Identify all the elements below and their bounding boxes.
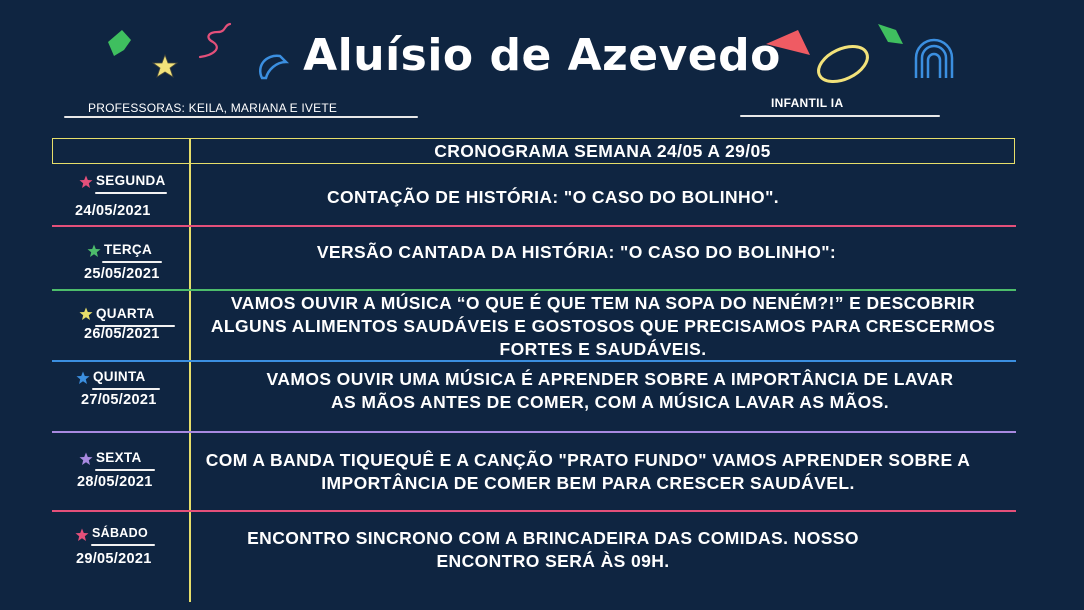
- day-date: 27/05/2021: [81, 392, 157, 408]
- teachers-underline: [64, 116, 418, 118]
- day-underline: [92, 388, 160, 390]
- blue-star-icon: [76, 371, 90, 385]
- day-name: TERÇA: [104, 242, 152, 257]
- pink-star-icon: [79, 175, 93, 189]
- activity-text: VERSÃO CANTADA DA HISTÓRIA: "O CASO DO BOLINHO":: [316, 242, 837, 262]
- day-underline: [95, 469, 155, 471]
- day-underline: [95, 192, 167, 194]
- day-date: 29/05/2021: [76, 551, 152, 567]
- row-divider: [52, 289, 1016, 291]
- row-divider: [52, 510, 1016, 512]
- teachers-label: PROFESSORAS: KEILA, MARIANA E IVETE: [88, 101, 338, 115]
- class-underline: [740, 115, 940, 117]
- class-label: INFANTIL IA: [771, 96, 844, 110]
- day-name: SEGUNDA: [96, 173, 166, 188]
- activity-text: ENCONTRO SINCRONO COM A BRINCADEIRA DAS COMIDAS. NOSSO ENCONTRO SERÁ ÀS 09H.: [247, 528, 859, 571]
- activity-text: CONTAÇÃO DE HISTÓRIA: "O CASO DO BOLINHO".: [326, 187, 780, 207]
- day-underline: [91, 544, 155, 546]
- day-date: 24/05/2021: [75, 203, 151, 219]
- day-date: 26/05/2021: [84, 326, 160, 342]
- purple-star-icon: [79, 452, 93, 466]
- row-divider: [52, 431, 1016, 433]
- schedule-heading: CRONOGRAMA SEMANA 24/05 A 29/05: [434, 141, 771, 161]
- day-name: QUARTA: [96, 306, 155, 321]
- day-underline: [102, 261, 162, 263]
- pink-star-icon: [75, 528, 89, 542]
- day-date: 25/05/2021: [84, 266, 160, 282]
- yellow-star-icon: [79, 307, 93, 321]
- page-title: Aluísio de Azevedo: [303, 30, 781, 81]
- day-name: SÁBADO: [92, 526, 148, 540]
- activity-text: COM A BANDA TIQUEQUÊ E A CANÇÃO "PRATO FUNDO" VAMOS APRENDER SOBRE A IMPORTÂNCIA DE COMER BEM PARA CRESCER SAUDÁVEL.: [205, 450, 971, 493]
- green-star-icon: [87, 244, 101, 258]
- day-name: SEXTA: [96, 450, 142, 465]
- day-name: QUINTA: [93, 369, 146, 384]
- activity-text: VAMOS OUVIR UMA MÚSICA É APRENDER SOBRE A IMPORTÂNCIA DE LAVAR AS MÃOS ANTES DE COMER, COM A MÚSICA LAVAR AS MÃOS.: [266, 369, 954, 412]
- day-date: 28/05/2021: [77, 474, 153, 490]
- activity-text: VAMOS OUVIR A MÚSICA “O QUE É QUE TEM NA SOPA DO NENÉM?!” E DESCOBRIR ALGUNS ALIMENTOS SAUDÁVEIS E GOSTOSOS QUE PRECISAMOS PARA CRESCERMOS FORTES E SAUDÁVEIS.: [210, 293, 996, 359]
- row-divider: [52, 225, 1016, 227]
